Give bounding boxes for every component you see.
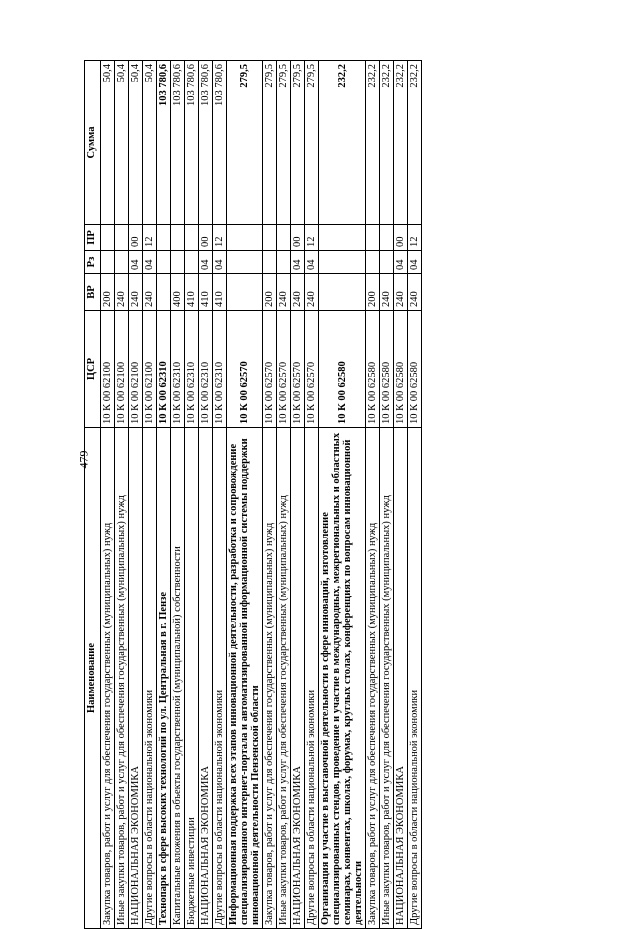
budget-table [84,60,422,929]
cell-csr: 10 К 00 62310 [185,311,199,428]
cell-pr [380,225,394,251]
cell-name: Иные закупки товаров, работ и услуг для обеспечения государственных (муниципальных) нужд [115,428,129,929]
cell-name: НАЦИОНАЛЬНАЯ ЭКОНОМИКА [291,428,305,929]
cell-vr [227,274,263,311]
cell-name: Другие вопросы в области национальной экономики [213,428,227,929]
cell-rz: 04 [199,251,213,274]
cell-csr: 10 К 00 62100 [115,311,129,428]
table-row [213,61,227,929]
cell-pr [157,225,171,251]
cell-rz [171,251,185,274]
cell-csr: 10 К 00 62100 [129,311,143,428]
cell-csr: 10 К 00 62570 [263,311,277,428]
cell-sum: 232,2 [319,61,366,225]
cell-vr: 410 [213,274,227,311]
cell-pr: 12 [305,225,319,251]
cell-sum: 279,5 [263,61,277,225]
table-row [291,61,305,929]
cell-vr [157,274,171,311]
cell-rz [263,251,277,274]
cell-sum: 279,5 [277,61,291,225]
table-row [129,61,143,929]
cell-name: Организация и участие в выставочной деятельности в сфере инноваций, изготовление специализированных стендов, проведение и участие в международных, межрегиональных и областных семинарах, конвентах, школах, форумах, круглых столах, конференциях по вопросам инновационной деятельности [319,428,366,929]
cell-pr [171,225,185,251]
cell-vr: 240 [129,274,143,311]
cell-csr: 10 К 00 62310 [157,311,171,428]
cell-name: Другие вопросы в области национальной экономики [408,428,422,929]
cell-sum: 103 780,6 [185,61,199,225]
cell-csr: 10 К 00 62100 [143,311,157,428]
cell-name: Закупка товаров, работ и услуг для обеспечения государственных (муниципальных) нужд [366,428,380,929]
table-row [101,61,115,929]
cell-vr: 240 [291,274,305,311]
cell-pr [319,225,366,251]
cell-vr: 200 [101,274,115,311]
cell-pr: 00 [199,225,213,251]
table-header-row [85,61,101,929]
cell-vr: 240 [380,274,394,311]
cell-sum: 232,2 [408,61,422,225]
cell-csr: 10 К 00 62570 [277,311,291,428]
cell-pr [366,225,380,251]
cell-vr: 240 [115,274,129,311]
cell-csr: 10 К 00 62100 [101,311,115,428]
cell-sum: 103 780,6 [199,61,213,225]
header-csr: ЦСР [85,311,101,428]
cell-csr: 10 К 00 62570 [291,311,305,428]
table-row [115,61,129,929]
cell-name: Закупка товаров, работ и услуг для обеспечения государственных (муниципальных) нужд [263,428,277,929]
cell-sum: 103 780,6 [171,61,185,225]
cell-csr: 10 К 00 62570 [305,311,319,428]
cell-sum: 232,2 [380,61,394,225]
cell-vr: 240 [408,274,422,311]
header-sum: Сумма [85,61,101,225]
header-pr: ПР [85,225,101,251]
cell-name: НАЦИОНАЛЬНАЯ ЭКОНОМИКА [199,428,213,929]
cell-rz [227,251,263,274]
cell-rz: 04 [408,251,422,274]
cell-rz: 04 [129,251,143,274]
cell-csr: 10 К 00 62310 [199,311,213,428]
table-row [185,61,199,929]
cell-pr [185,225,199,251]
table-body [101,61,422,929]
table-row [380,61,394,929]
cell-pr [277,225,291,251]
cell-csr: 10 К 00 62580 [319,311,366,428]
cell-name: Иные закупки товаров, работ и услуг для обеспечения государственных (муниципальных) нужд [277,428,291,929]
table-row [305,61,319,929]
cell-rz [157,251,171,274]
cell-sum: 50,4 [143,61,157,225]
cell-rz: 04 [291,251,305,274]
cell-vr: 240 [394,274,408,311]
cell-csr: 10 К 00 62580 [380,311,394,428]
cell-csr: 10 К 00 62580 [394,311,408,428]
cell-sum: 279,5 [227,61,263,225]
cell-name: Технопарк в сфере высоких технологий по ул. Центральная в г. Пензе [157,428,171,929]
cell-csr: 10 К 00 62580 [408,311,422,428]
page-number: 479 [76,450,91,469]
cell-pr: 00 [129,225,143,251]
cell-csr: 10 К 00 62310 [171,311,185,428]
table-row [277,61,291,929]
cell-pr [115,225,129,251]
cell-vr: 400 [171,274,185,311]
cell-rz [380,251,394,274]
cell-pr [227,225,263,251]
cell-sum: 103 780,6 [213,61,227,225]
budget-table-frame [84,61,564,929]
cell-vr: 200 [366,274,380,311]
table-row [408,61,422,929]
cell-vr: 240 [277,274,291,311]
header-rz: Рз [85,251,101,274]
cell-rz: 04 [143,251,157,274]
cell-name: Информационная поддержка всех этапов инновационной деятельности, разработка и сопровождение специализированного интернет-портала и автоматизированной информационной системы поддержки инновационной деятельности Пензенской области [227,428,263,929]
cell-rz [366,251,380,274]
cell-csr: 10 К 00 62310 [213,311,227,428]
cell-name: Бюджетные инвестиции [185,428,199,929]
cell-sum: 232,2 [366,61,380,225]
cell-sum: 50,4 [129,61,143,225]
cell-csr: 10 К 00 62570 [227,311,263,428]
cell-pr: 12 [213,225,227,251]
cell-name: НАЦИОНАЛЬНАЯ ЭКОНОМИКА [129,428,143,929]
header-vr: ВР [85,274,101,311]
cell-rz [185,251,199,274]
cell-csr: 10 К 00 62580 [366,311,380,428]
table-row [199,61,213,929]
cell-name: Другие вопросы в области национальной экономики [305,428,319,929]
table-row [394,61,408,929]
cell-pr: 00 [291,225,305,251]
cell-rz [115,251,129,274]
cell-pr [101,225,115,251]
cell-vr [319,274,366,311]
cell-name: Капитальные вложения в объекты государственной (муниципальной) собственности [171,428,185,929]
cell-pr: 12 [143,225,157,251]
cell-rz [101,251,115,274]
cell-sum: 50,4 [101,61,115,225]
cell-rz: 04 [213,251,227,274]
cell-pr [263,225,277,251]
cell-sum: 232,2 [394,61,408,225]
cell-rz [319,251,366,274]
table-row [263,61,277,929]
cell-vr: 240 [143,274,157,311]
table-row [143,61,157,929]
table-row [366,61,380,929]
cell-rz: 04 [305,251,319,274]
cell-pr: 00 [394,225,408,251]
cell-rz [277,251,291,274]
table-row [157,61,171,929]
cell-vr: 200 [263,274,277,311]
cell-vr: 410 [185,274,199,311]
cell-rz: 04 [394,251,408,274]
header-name: Наименование [85,428,101,929]
cell-name: Другие вопросы в области национальной экономики [143,428,157,929]
table-row [319,61,366,929]
cell-vr: 240 [305,274,319,311]
cell-name: Иные закупки товаров, работ и услуг для обеспечения государственных (муниципальных) нужд [380,428,394,929]
cell-sum: 279,5 [305,61,319,225]
cell-sum: 50,4 [115,61,129,225]
cell-vr: 410 [199,274,213,311]
cell-pr: 12 [408,225,422,251]
cell-sum: 279,5 [291,61,305,225]
table-row [171,61,185,929]
cell-sum: 103 780,6 [157,61,171,225]
table-row [227,61,263,929]
cell-name: Закупка товаров, работ и услуг для обеспечения государственных (муниципальных) нужд [101,428,115,929]
cell-name: НАЦИОНАЛЬНАЯ ЭКОНОМИКА [394,428,408,929]
